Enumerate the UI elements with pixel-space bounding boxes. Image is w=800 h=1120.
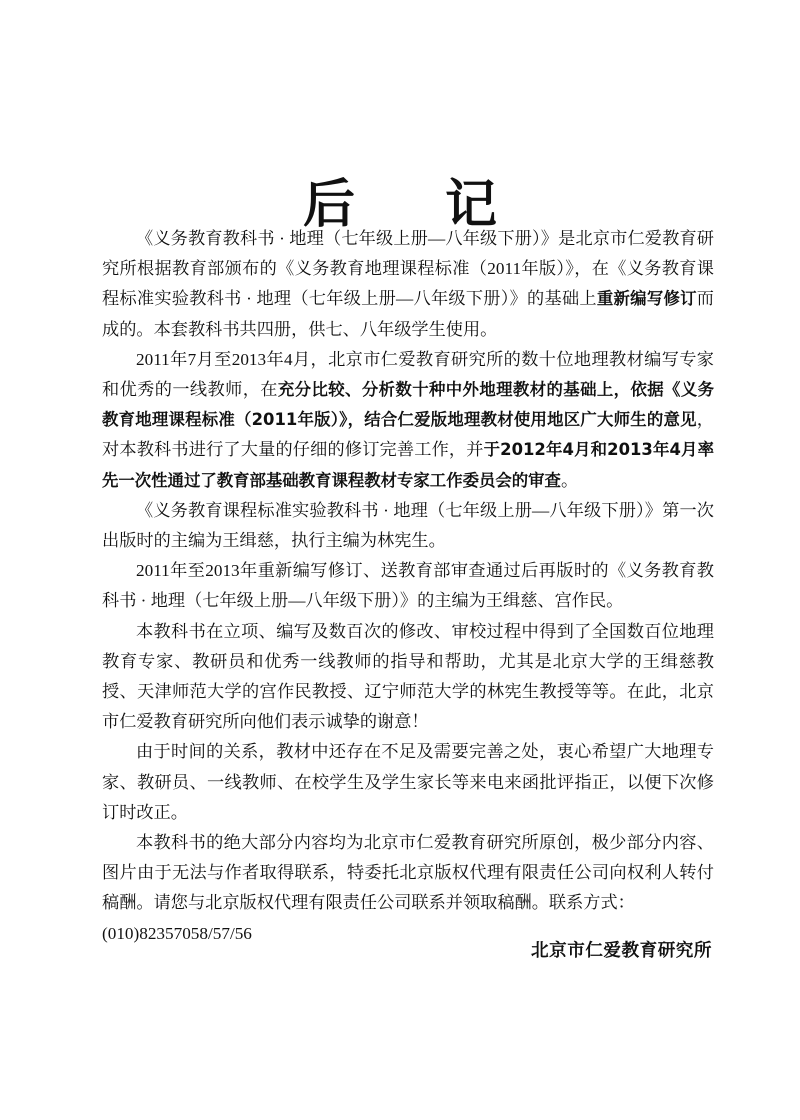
paragraph-feedback-request [102, 737, 714, 828]
page-title: 后 记 [302, 173, 534, 235]
publisher-signature: 北京市仁爱教育研究所 [531, 941, 712, 961]
paragraph-intro [102, 224, 714, 345]
paragraph-first-edition-editors [102, 496, 714, 556]
contact-phone: (010)82357058/57/56 [102, 923, 252, 943]
paragraph-text: 《义务教育教科书 · 地理（七年级上册—八年级下册）》是北京市仁爱教育研究所根据教育部颁布的《义务教育地理课程标准（2011年版）》，在《义务教育课程标准实验教科书 · 地理（七年级上册—八年级下册）》的基础上 [102, 229, 714, 309]
paragraph-text: 而成的。本套教科书共四册，供七、八年级学生使用。 [102, 289, 714, 339]
paragraph-text: 《义务教育课程标准实验教科书 · 地理（七年级上册—八年级下册）》第一次出版时的主编为王缉慈，执行主编为林宪生。 [102, 500, 714, 551]
emphasis-text: 重新编写修订 [596, 289, 697, 309]
paragraph-text: 由于时间的关系，教材中还存在不足及需要完善之处，衷心希望广大地理专家、教研员、一线教师、在校学生及学生家长等来电来函批评指正，以便下次修订时改正。 [102, 742, 714, 822]
paragraph-text: 本教科书的绝大部分内容均为北京市仁爱教育研究所原创，极少部分内容、图片由于无法与作者取得联系，特委托北京版权代理有限责任公司向权利人转付稿酬。请您与北京版权代理有限责任公司联系并领取稿酬。联系方式： [102, 833, 714, 913]
emphasis-text: 充分比较、分析数十种中外地理教材的基础上，依据《义务教育地理课程标准（2011年版）》，结合仁爱版地理教材使用地区广大师生的意见 [102, 380, 714, 430]
paragraph-revision-history [102, 345, 714, 496]
paragraph-text: 2011年至2013年重新编写修订、送教育部审查通过后再版时的《义务教育教科书 · 地理（七年级上册—八年级下册）》的主编为王缉慈、宫作民。 [102, 561, 714, 611]
document-body [102, 224, 714, 949]
paragraph-new-edition-editors [102, 556, 714, 616]
paragraph-text: ，对本教科书进行了大量的仔细的修订完善工作，并 [102, 410, 714, 460]
paragraph-text: 。 [560, 470, 579, 490]
paragraph-text: 2011年7月至2013年4月，北京市仁爱教育研究所的数十位地理教材编写专家和优秀的一线教师，在 [102, 349, 714, 400]
paragraph-acknowledgements [102, 617, 714, 738]
paragraph-text: 本教科书在立项、编写及数百次的修改、审校过程中得到了全国数百位地理教育专家、教研员和优秀一线教师的指导和帮助，尤其是北京大学的王缉慈教授、天津师范大学的宫作民教授、辽宁师范大学的林宪生教授等等。在此，北京市仁爱教育研究所向他们表示诚挚的谢意！ [102, 621, 714, 732]
emphasis-text: 于2012年4月和2013年4月率先一次性通过了教育部基础教育课程教材专家工作委员会的审查 [102, 440, 714, 490]
paragraph-copyright-notice [102, 828, 714, 919]
